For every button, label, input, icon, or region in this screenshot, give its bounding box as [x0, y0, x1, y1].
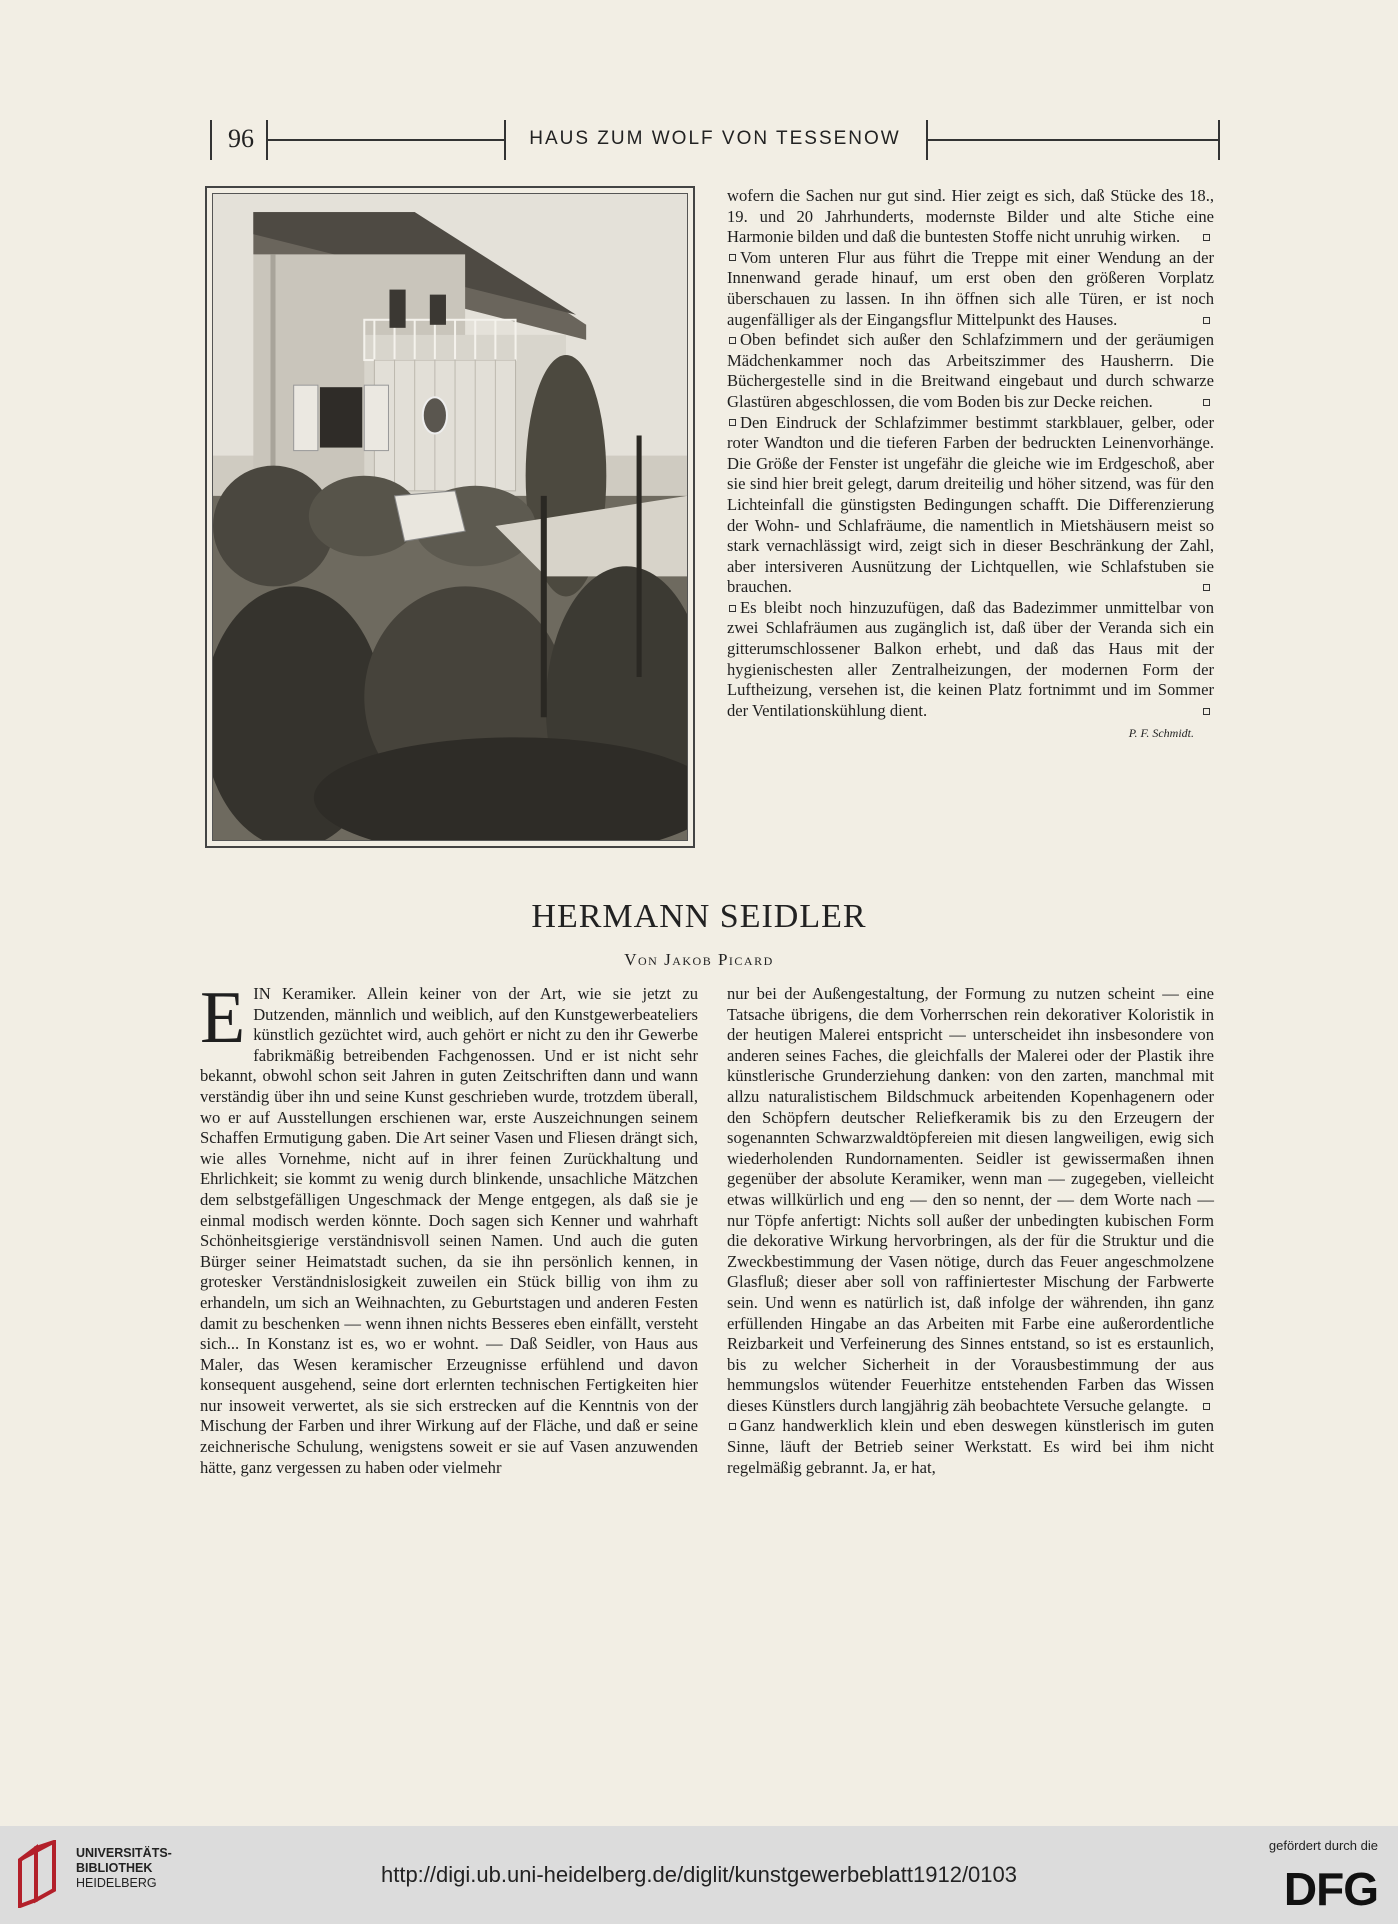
previous-article-column	[727, 186, 1214, 744]
paragraph: Ganz handwerklich klein und eben deswegen künstlerisch im guten Sinne, läuft der Betrieb seiner Werkstatt. Es wird bei ihm nicht regelmäßig gebrannt. Ja, er hat,	[727, 1416, 1214, 1477]
dropcap: E	[200, 977, 246, 1059]
article-left-column	[200, 977, 698, 1478]
funding-label: gefördert durch die	[1268, 1838, 1378, 1853]
photo-image	[212, 193, 688, 841]
permalink-url[interactable]: http://digi.ub.uni-heidelberg.de/diglit/kunstgewerbeblatt1912/0103	[380, 1862, 1017, 1887]
header-rule	[1218, 120, 1220, 160]
author-signature: P. F. Schmidt.	[1128, 726, 1194, 741]
article-right-column	[727, 984, 1214, 1478]
header-rule	[210, 120, 212, 160]
university-library-name: UNIVERSITÄTS- BIBLIOTHEK HEIDELBERG	[76, 1846, 172, 1890]
page-number: 96	[228, 124, 254, 153]
article-author: Von Jakob Picard	[624, 950, 774, 969]
digital-library-footer	[0, 1826, 1398, 1924]
paragraph: Den Eindruck der Schlafzimmer bestimmt starkblauer, gelber, oder roter Wandton und die tieferen Farben der bedruckten Leinenvorhänge. Die Größe der Fenster ist ungefähr die gleiche wie im Erdgeschoß, aber sie sind hier breit gelegt, darum dreiteilig und höher sitzend, was für den Lichteinfall die günstigsten Bedingungen schafft. Die Differenzierung der Wohn- und Schlafräume, die namentlich in Mietshäusern meist so stark vernachlässigt wird, zeigt sich in dieser Beschränkung der Zahl, aber intersiveren Ausnützung der Lichtquellen, wie Schlafstuben sie brauchen.	[727, 412, 1214, 597]
header-rule	[266, 139, 504, 141]
dfg-logo: DFG	[1283, 1863, 1378, 1915]
article-text: IN Keramiker. Allein keiner von der Art, wie sie jetzt zu Dutzenden, männlich und weiblich, auf den Kunstgewerbeateliers künstlich gezüchtet wird, auch gehört er nicht zu den ihr Gewerbe fabrikmäßig betreibenden Fachgenossen. Und er ist nicht sehr bekannt, obwohl schon seit Jahren in guten Zeitschriften dann und wann verständig über ihn und seine Kunst geschrieben wurde, trotzdem überall, wo er auf Ausstellungen erschienen war, erste Auszeichnungen seinem Schaffen Ermutigung gaben. Die Art seiner Vasen und Fliesen drängt sich, wie alles Vornehme, nicht auf in ihrer feinen Zurückhaltung und Ehrlichkeit; sie kommt zu wenig durch blinkende, unsachliche Mätzchen dem selbstgefälligen Ungeschmack der Menge entgegen, als daß sie je einmal modisch werden könnte. Doch sagen sich Kenner und wahrhaft Schönheitsgierige verständnisvoll seinen Namen. Und auch die guten Bürger seiner Heimatstadt suchen, da sie ihn persönlich kennen, in grotesker Verständnislosigkeit zuweilen ein Stück billig von ihm zu erhandeln, um sich an Weihnachten, zu Geburtstagen und anderen Festen damit zu beschenken — wenn ihnen nichts Besseres eben einfällt, versteht sich... In Konstanz ist es, wo er wohnt. — Daß Seidler, von Haus aus Maler, das Wesen keramischer Erzeugnisse erfühlend und davon konsequent ausgehend, seine dort erlernten technischen Fertigkeiten hier nur insoweit verwertet, als sie sich erstrecken auf die Kenntnis von der Mischung der Farben und ihrer Wirkung auf der Fläche, und daß er seine zeichnerische Schulung, wenigstens soweit er sie auf Vasen anzuwenden hätte, ganz vergessen zu haben oder vielmehr	[200, 984, 698, 1477]
paragraph: Es bleibt noch hinzuzufügen, daß das Badezimmer unmittelbar von zwei Schlafräumen aus zugänglich ist, daß über der Veranda sich ein gitterumschlossener Balkon erhebt, und daß das Haus mit der hygienischesten aller Zentralheizungen, der modernen Form der Luftheizung, versehen ist, die keinen Platz fortnimmt und im Sommer der Ventilationskühlung dient.	[727, 597, 1214, 720]
paragraph: Vom unteren Flur aus führt die Treppe mit einer Wendung an der Innenwand gerade hinauf, um erst oben den größeren Vorplatz überschauen zu lassen. In ihn öffnen sich alle Türen, er ist noch augenfälliger als der Eingangsflur Mittelpunkt des Hauses.	[727, 247, 1214, 329]
paragraph: nur bei der Außengestaltung, der Formung zu nutzen scheint — eine Tatsache übrigens, die dem Vorherrschen rein dekorativer Koloristik in der heutigen Malerei entspricht — unterscheidet ihn insbesondere von anderen seines Faches, die gleichfalls der Malerei oder der Plastik ihre künstlerische Grunderziehung danken: von den zarten, manchmal mit allzu naturalistischem Bildschmuck arbeitenden Kopenhagenern oder den Schöpfern deutscher Reliefkeramik bis zu den Erzeugern der sogenannten Schwarzwaldtöpfereien mit diesen langweiligen, ewig sich wiederholenden Rundornamenten. Seidler ist gewissermaßen ihnen gegenüber der absolute Keramiker, wenn man — zugegeben, vielleicht etwas willkürlich und eng — den so nennt, der — dem Worte nach — nur Töpfe anfertigt: Nichts soll außer der unbedingten kubischen Form die dekorative Wirkung hervorbringen, als der für die Struktur und die Zweckbestimmung der Vasen nötige, durch das Feuer angeschmolzene Glasfluß; dieser aber soll von raffiniertester Mischung der Farbwerte sein. Und wenn es natürlich ist, daß infolge der währenden, ihn ganz erfüllenden Hingabe an das Arbeiten mit Farbe eine außerordentliche Reizbarkeit und Verfeinerung des Sinnes entstand, so ist es erstaunlich, bis zu welcher Sicherheit in der Vorausbestimmung der aus hemmungslos wütender Feuerhitze entstehenden Farben das Wissen dieses Künstlers durch langjährig zäh beobachtete Versuche gelangte.	[727, 984, 1214, 1415]
paragraph: wofern die Sachen nur gut sind. Hier zeigt es sich, daß Stücke des 18., 19. und 20 Jahrhunderts, modernste Bilder und alte Stiche eine Harmonie bilden und daß die buntesten Stoffe nicht unruhig wirken.	[727, 186, 1214, 247]
header-rule	[926, 139, 1218, 141]
article-title: HERMANN SEIDLER	[531, 898, 867, 935]
running-title: HAUS ZUM WOLF VON TESSENOW	[529, 128, 901, 149]
paragraph: Oben befindet sich außer den Schlafzimmern und der geräumigen Mädchenkammer noch das Arbeitszimmer des Hausherrn. Die Büchergestelle sind in die Breitwand eingebaut und durch schwarze Glastüren abgeschlossen, die vom Boden bis zur Decke reichen.	[727, 330, 1214, 411]
house-photograph	[205, 186, 695, 848]
